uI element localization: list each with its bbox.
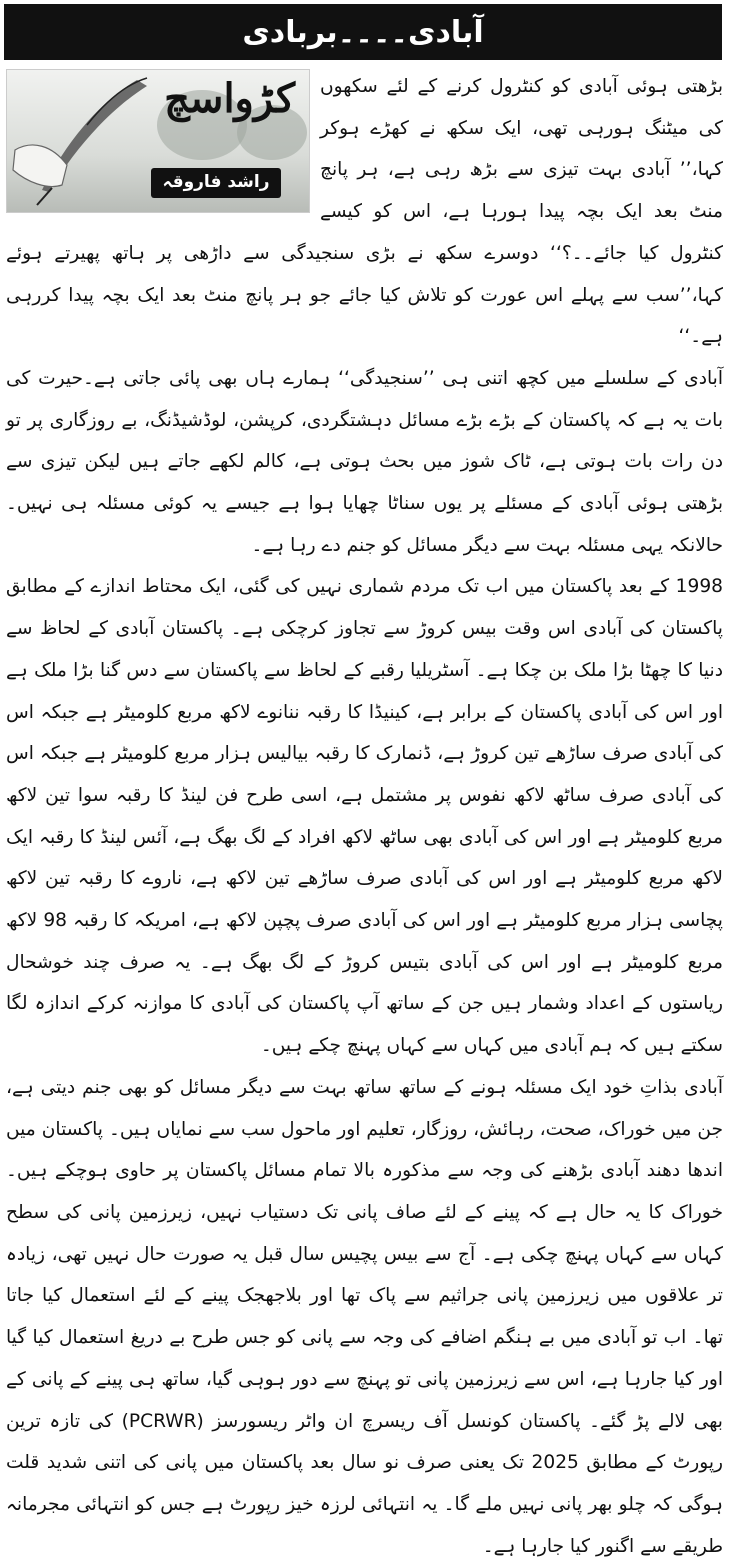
headline-title: آبادی۔۔۔۔بربادی	[242, 14, 484, 50]
article-body	[6, 66, 723, 1567]
headline-bar	[4, 4, 722, 60]
paragraph: آبادی کے سلسلے میں کچھ اتنی ہی ’’سنجیدگی‘‘ ہمارے ہاں بھی پائی جاتی ہے۔حیرت کی بات یہ ہے کہ پاکستان کے بڑے بڑے مسائل دہشتگردی، کرپشن، لوڈشیڈنگ، بے روزگاری پر تو دن رات بات ہوتی ہے، ٹاک شوز میں بحث ہوتی ہے، کالم لکھے جاتے ہیں لیکن تیزی سے بڑھتی ہوئی آبادی کے مسئلے پر یوں سناٹا چھایا ہوا ہے جیسے یہ کوئی مسئلہ ہی نہیں۔ حالانکہ یہی مسئلہ بہت سے دیگر مسائل کو جنم دے رہا ہے۔	[6, 367, 723, 556]
columnist-banner	[6, 69, 310, 213]
paragraph: آبادی بذاتِ خود ایک مسئلہ ہونے کے ساتھ ساتھ بہت سے دیگر مسائل کو بھی جنم دیتی ہے، جن میں خوراک، صحت، رہائش، روزگار، تعلیم اور ماحول سب سے نمایاں ہیں۔ پاکستان میں اندھا دھند آبادی بڑھنے کی وجہ سے مذکورہ بالا تمام مسائل پاکستان پر حاوی ہوچکے ہیں۔ خوراک کا یہ حال ہے کہ پینے کے لئے صاف پانی تک دستیاب نہیں، زیرزمین پانی کی سطح کہاں سے کہاں پہنچ چکی ہے۔ آج سے بیس پچیس سال قبل یہ صورت حال نہیں تھی، زیادہ تر علاقوں میں زیرزمین پانی جراثیم سے پاک تھا اور بلاجھجک پینے کے لئے استعمال کیا جاتا تھا۔ اب تو آبادی میں بے ہنگم اضافے کی وجہ سے پانی کو جس طرح بے دریغ استعمال کیا گیا اور کیا جارہا ہے، اس سے زیرزمین پانی تو پہنچ سے دور ہوہی گیا، ساتھ ہی پینے کے پانی کے بھی لالے پڑ گئے۔ پاکستان کونسل آف ریسرچ ان واٹر ریسورسز (PCRWR) کی تازہ ترین رپورٹ کے مطابق 2025 تک یعنی صرف نو سال بعد پاکستان میں پانی کی اتنی شدید قلت ہوگی کہ چلو بھر پانی نہیں ملے گا۔ یہ انتہائی لرزہ خیز رپورٹ ہے جس کو انتہائی مجرمانہ طریقے سے اگنور کیا جارہا ہے۔	[6, 1076, 723, 1557]
paragraph: بڑھتی ہوئی آبادی کو کنٹرول کرنے کے لئے سکھوں کی میٹنگ ہورہی تھی، ایک سکھ نے کھڑے ہوکر کہا،’’ آبادی بہت تیزی سے بڑھ رہی ہے، ہر پانچ منٹ بعد ایک بچہ پیدا ہورہا ہے، اس کو کیسے کنٹرول کیا جائے۔۔؟‘‘ دوسرے سکھ نے بڑی سنجیدگی سے داڑھی پر ہاتھ پھیرتے ہوئے کہا،’’سب سے پہلے اس عورت کو تلاش کیا جائے جو ہر پانچ منٹ بعد ایک بچہ پیدا کررہی ہے۔‘‘	[6, 76, 723, 348]
author-name-badge: راشد فاروقہ	[151, 168, 281, 198]
columnist-logo: کڑواسچ	[164, 75, 295, 122]
paragraph: 1998 کے بعد پاکستان میں اب تک مردم شماری نہیں کی گئی، ایک محتاط اندازے کے مطابق پاکستان کی آبادی اس وقت بیس کروڑ سے تجاوز کرچکی ہے۔ پاکستان آبادی کے لحاظ سے دنیا کا چھٹا بڑا ملک بن چکا ہے۔ آسٹریلیا رقبے کے لحاظ سے پاکستان سے دس گنا بڑا ملک ہے اور اس کی آبادی پاکستان کے برابر ہے، کینیڈا کا رقبہ ننانوے لاکھ مربع کلومیٹر ہے جبکہ اس کی آبادی صرف ساڑھے تین کروڑ ہے، ڈنمارک کا رقبہ بیالیس ہزار مربع کلومیٹر ہے جبکہ اس کی آبادی صرف ساٹھ لاکھ نفوس پر مشتمل ہے، اسی طرح فن لینڈ کا رقبہ سوا تین لاکھ مربع کلومیٹر ہے اور اس کی آبادی بھی ساٹھ لاکھ افراد کے لگ بھگ ہے، آئس لینڈ کا رقبہ ایک لاکھ مربع کلومیٹر ہے اور اس کی آبادی صرف ساڑھے تین لاکھ ہے، ناروے کا رقبہ تین لاکھ پچاسی ہزار مربع کلومیٹر ہے اور اس کی آبادی صرف پچپن لاکھ ہے، امریکہ کا رقبہ 98 لاکھ مربع کلومیٹر ہے اور اس کی آبادی بتیس کروڑ کے لگ بھگ ہے۔ یہ صرف چند خوشحال ریاستوں کے اعداد وشمار ہیں جن کے ساتھ آپ پاکستان کی آبادی کا موازنہ کرکے اندازہ لگا سکتے ہیں کہ ہم آبادی میں کہاں سے کہاں پہنچ چکے ہیں۔	[6, 576, 723, 1057]
